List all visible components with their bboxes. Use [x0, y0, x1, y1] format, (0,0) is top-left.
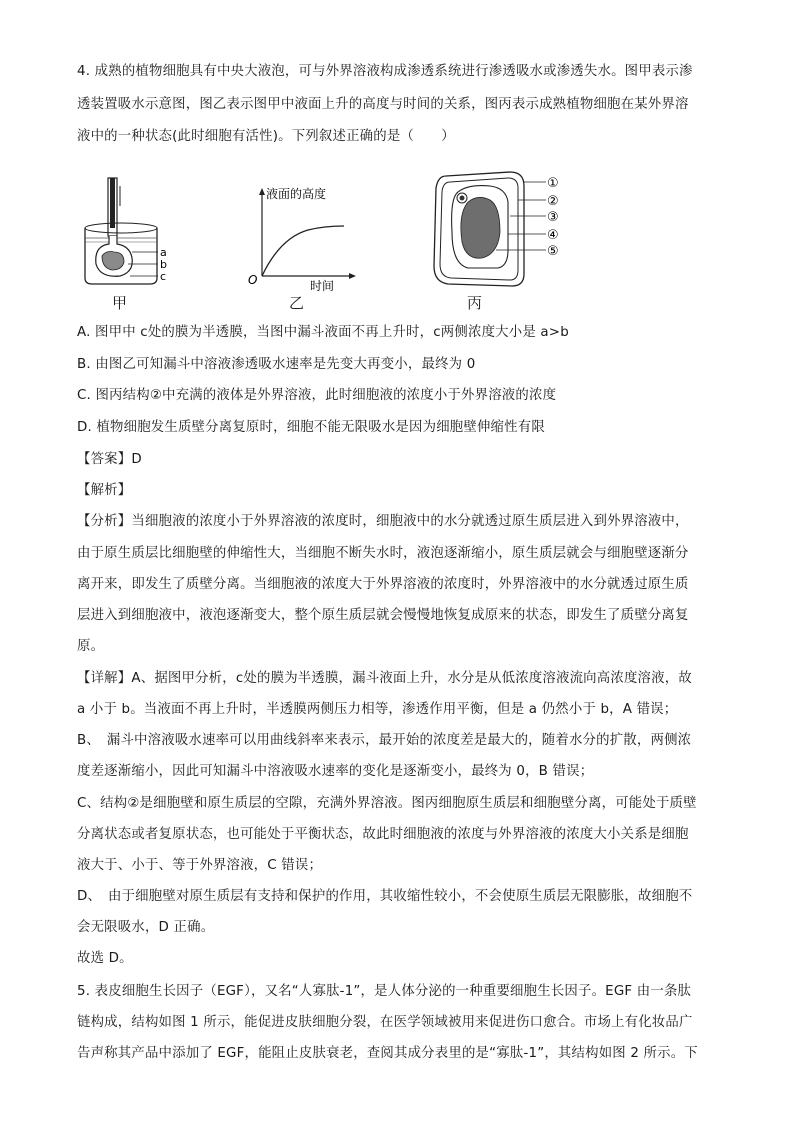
q4-option-a: A. 图甲中 c处的膜为半透膜，当图中漏斗液面不再上升时，c两侧浓度大小是 a>b	[77, 325, 569, 340]
q4-detail-line-5: C、结构②是细胞壁和原生质层的空隙，充满外界溶液。图丙细胞原生质层和细胞壁分离，可能处于质壁	[77, 796, 697, 811]
q4-analysis-line-4: 层进入到细胞液中，液泡逐渐变大，整个原生质层就会慢慢地恢复成原来的状态，即发生了质壁分离复	[77, 608, 689, 623]
yi-ylabel: 液面的高度	[266, 187, 327, 201]
q4-detail-line-10: 故选 D。	[77, 951, 133, 966]
q4-option-b: B. 由图乙可知漏斗中溶液渗透吸水速率是先变大再变小，最终为 0	[77, 357, 476, 372]
q4-analysis-line-5: 原。	[77, 639, 105, 654]
figure-jia-osmosis-apparatus	[80, 172, 180, 290]
figure-yi-graph	[240, 180, 370, 292]
figure-jia-caption: 甲	[112, 294, 128, 312]
q4-analysis-line-2: 由于原生质层比细胞壁的伸缩性大，当细胞不断失水时，液泡逐渐缩小，原生质层就会与细胞壁逐渐分	[77, 546, 689, 561]
jia-label-b: b	[160, 258, 167, 271]
q4-answer: 【答案】D	[77, 452, 142, 467]
jia-label-a: a	[160, 246, 167, 259]
bing-label-5: ⑤	[547, 244, 559, 259]
jia-label-c: c	[160, 270, 167, 283]
figure-yi-caption: 乙	[289, 294, 305, 312]
q4-detail-line-2: a 小于 b。当液面不再上升时，半透膜两侧压力相等，渗透作用平衡，但是 a 仍然小于 b，A 错误；	[77, 702, 678, 717]
q4-stem-line-2: 透装置吸水示意图，图乙表示图甲中液面上升的高度与时间的关系，图丙表示成熟植物细胞在某外界溶	[77, 97, 689, 112]
q4-analysis-line-1: 【分析】当细胞液的浓度小于外界溶液的浓度时，细胞液中的水分就透过原生质层进入到外界溶液中，	[77, 514, 689, 529]
q4-detail-line-9: 会无限吸水，D 正确。	[77, 920, 215, 935]
q4-stem-line-3: 液中的一种状态(此时细胞有活性)。下列叙述正确的是（ ）	[77, 129, 455, 144]
q5-stem-line-2: 链构成，结构如图 1 所示，能促进皮肤细胞分裂，在医学领域被用来促进伤口愈合。市场上有化妆品广	[77, 1015, 693, 1030]
bing-label-2: ②	[547, 194, 559, 209]
q4-detail-line-7: 液大于、小于、等于外界溶液，C 错误；	[77, 858, 323, 873]
bing-label-3: ③	[547, 210, 559, 225]
q5-stem-line-3: 告声称其产品中添加了 EGF，能阻止皮肤衰老，查阅其成分表里的是“寡肽-1”，其结构如图 2 所示。下	[77, 1046, 698, 1061]
q4-detail-line-3: B、 漏斗中溶液吸水速率可以用曲线斜率来表示，最开始的浓度差是最大的，随着水分的扩散，两侧浓	[77, 733, 692, 748]
q4-detail-line-4: 度差逐渐缩小，因此可知漏斗中溶液吸水速率的变化是逐渐变小，最终为 0，B 错误；	[77, 764, 594, 779]
q4-analysis-line-3: 离开来，即发生了质壁分离。当细胞液的浓度大于外界溶液的浓度时，外界溶液中的水分就透过原生质	[77, 577, 689, 592]
q4-option-c: C. 图丙结构②中充满的液体是外界溶液，此时细胞液的浓度小于外界溶液的浓度	[77, 388, 557, 403]
q4-stem-line-1: 4. 成熟的植物细胞具有中央大液泡，可与外界溶液构成渗透系统进行渗透吸水或渗透失水。图甲表示渗	[77, 64, 693, 79]
q5-stem-line-1: 5. 表皮细胞生长因子（EGF），又名“人寡肽-1”，是人体分泌的一种重要细胞生长因子。EGF 由一条肽	[77, 984, 692, 999]
figure-bing-caption: 丙	[467, 294, 483, 312]
yi-origin: O	[248, 273, 258, 287]
q4-analysis-title: 【解析】	[77, 483, 132, 498]
q4-detail-line-6: 分离状态或者复原状态，也可能处于平衡状态，故此时细胞液的浓度与外界溶液的浓度大小关系是细胞	[77, 827, 689, 842]
yi-xlabel: 时间	[310, 279, 335, 292]
q4-detail-line-1: 【详解】A、据图甲分析，c处的膜为半透膜，漏斗液面上升，水分是从低浓度溶液流向高浓度溶液，故	[77, 671, 692, 686]
bing-label-1: ①	[547, 176, 559, 191]
q4-option-d: D. 植物细胞发生质壁分离复原时，细胞不能无限吸水是因为细胞壁伸缩性有限	[77, 420, 545, 435]
figure-bing-plant-cell	[428, 162, 568, 292]
bing-label-4: ④	[547, 228, 559, 243]
q4-detail-line-8: D、 由于细胞壁对原生质层有支持和保护的作用，其收缩性较小，不会使原生质层无限膨胀，故细胞不	[77, 889, 693, 904]
